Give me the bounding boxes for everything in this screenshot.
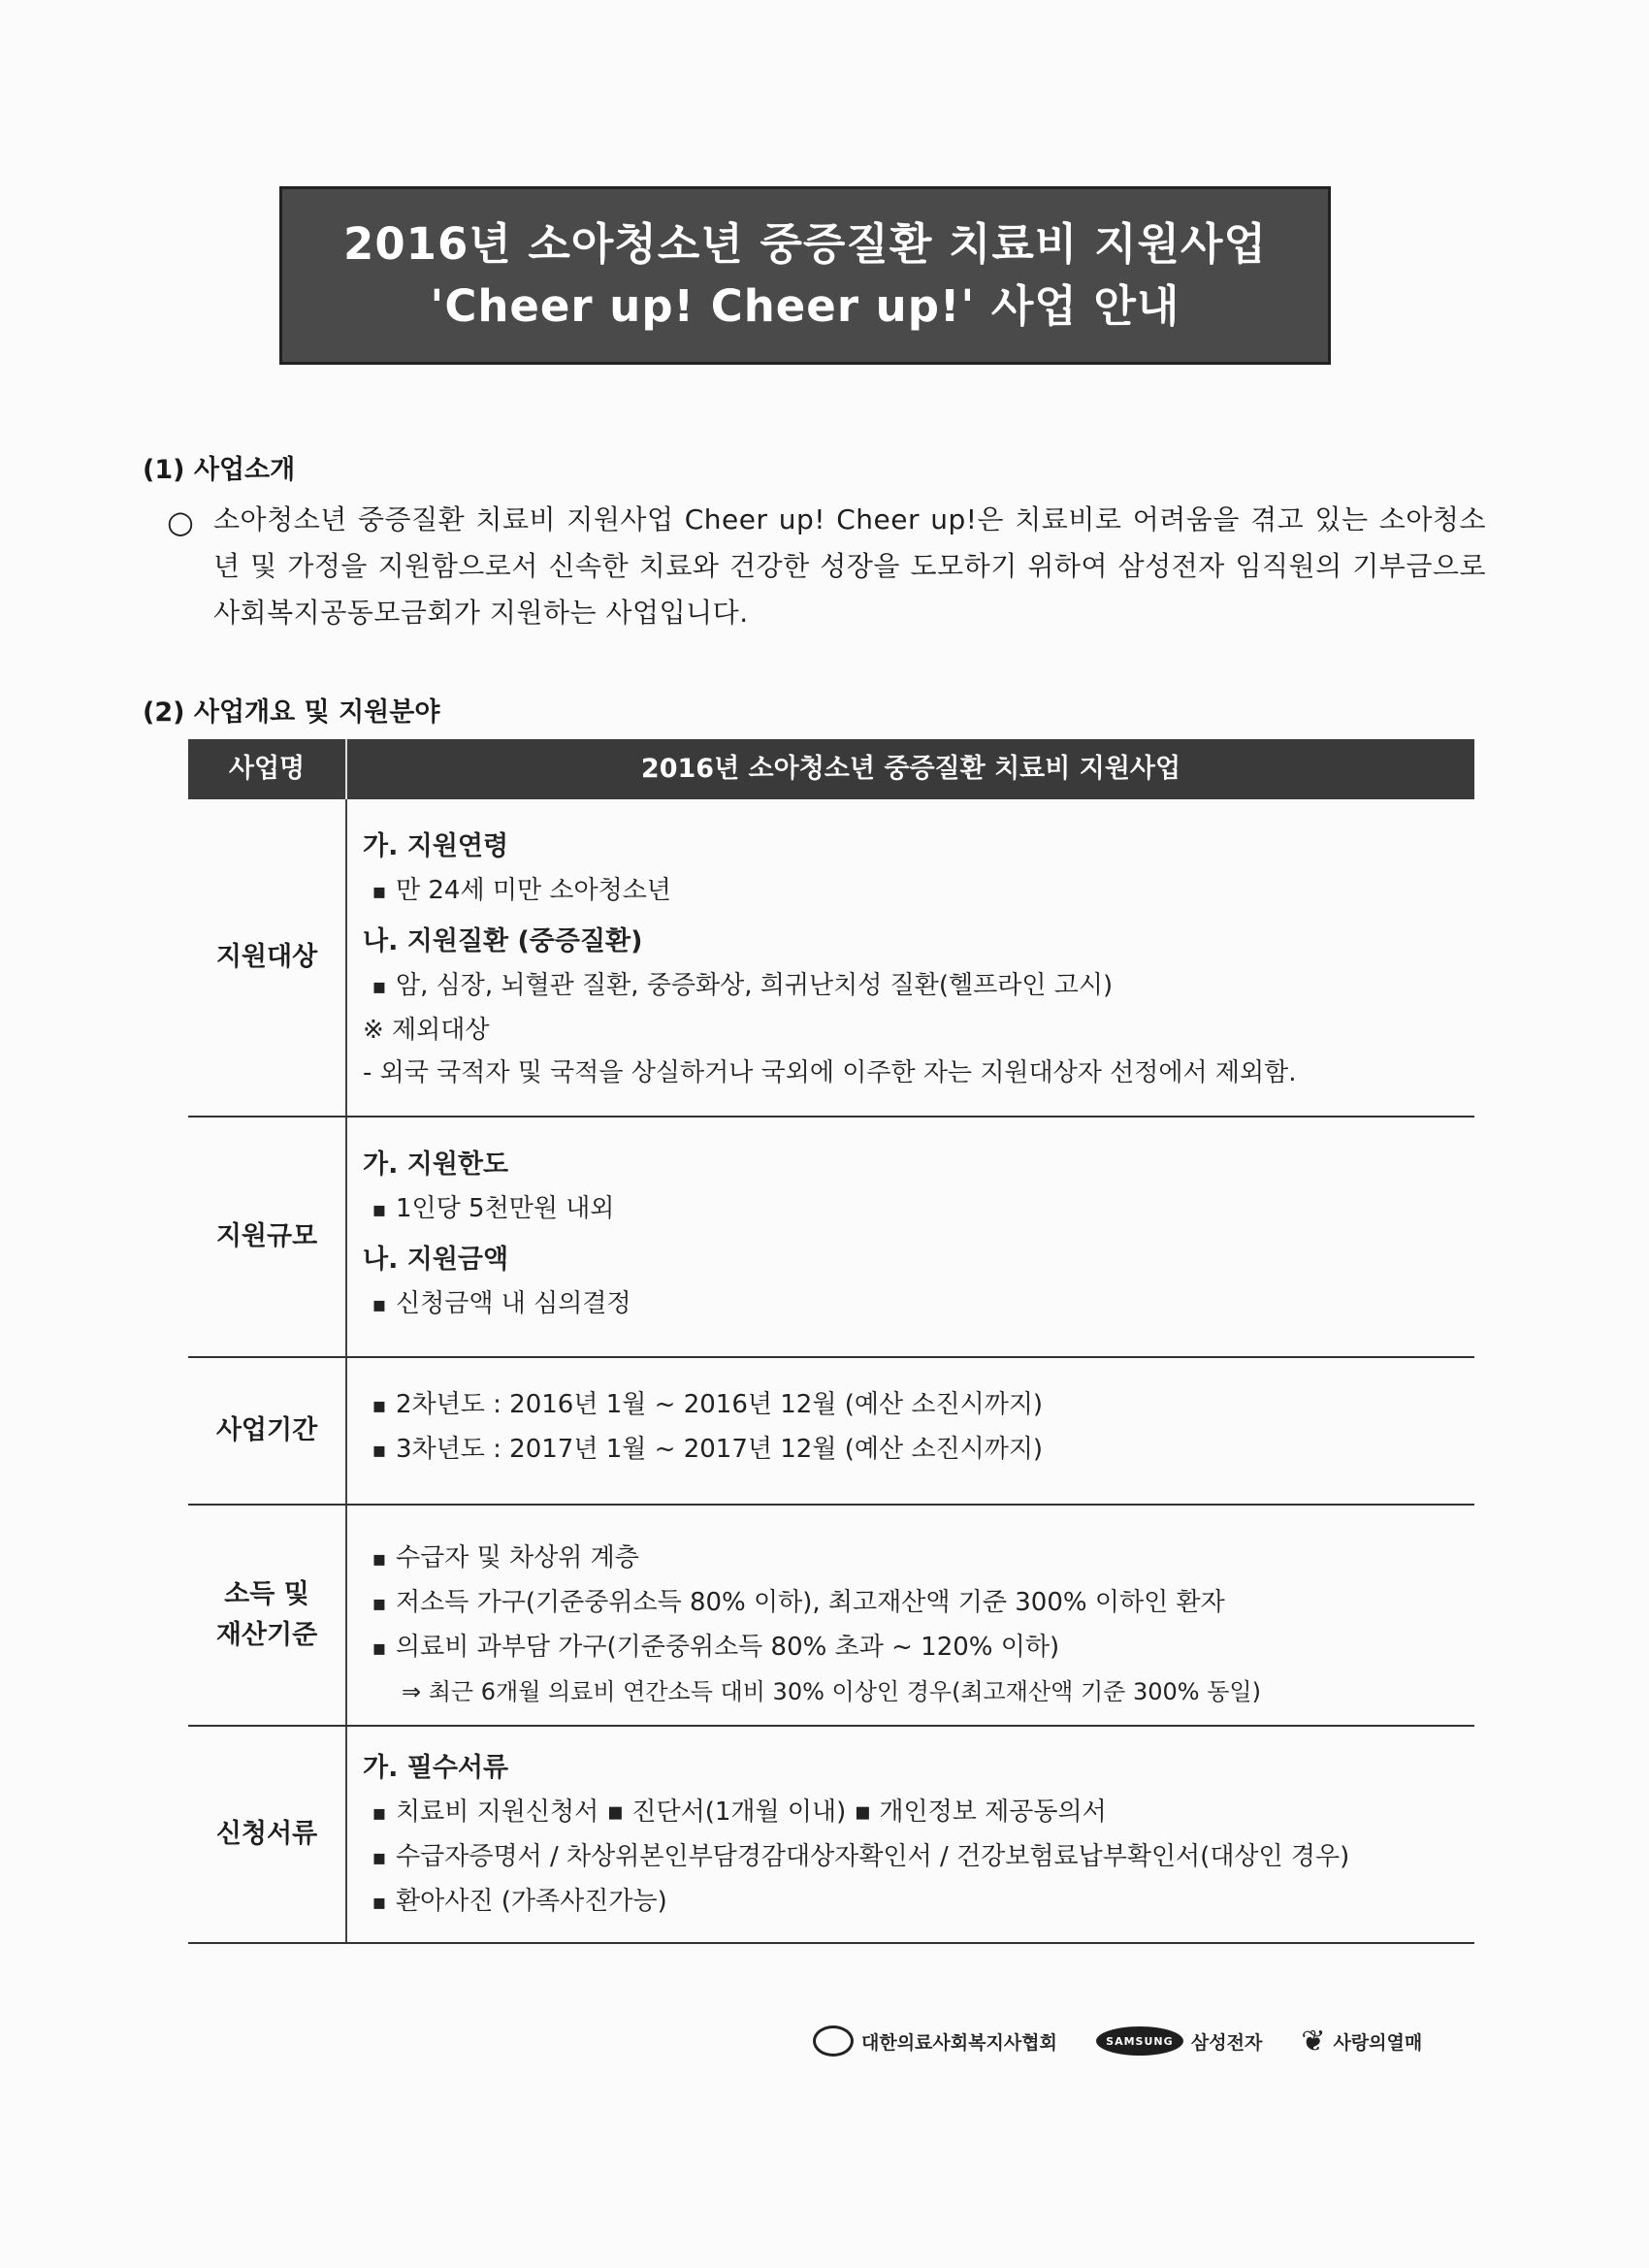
- title-line-1: 2016년 소아청소년 중증질환 치료비 지원사업: [343, 218, 1267, 270]
- row-content-scale: [347, 1118, 1474, 1356]
- list-item: ▪ 치료비 지원신청서 ▪ 진단서(1개월 이내) ▪ 개인정보 제공동의서: [363, 1791, 1474, 1835]
- list-item-detail: ⇒ 최근 6개월 의료비 연간소득 대비 30% 이상인 경우(최고재산액 기준 300% 동일): [402, 1678, 1261, 1705]
- list-item: ▪ 1인당 5천만원 내외: [363, 1187, 1474, 1232]
- table-header: [188, 739, 1474, 799]
- list-item: ▪ 암, 심장, 뇌혈관 질환, 중증화상, 희귀난치성 질환(헬프라인 고시): [363, 964, 1474, 1009]
- title-line-2: 'Cheer up! Cheer up!' 사업 안내: [430, 280, 1180, 332]
- row-label-income: [188, 1506, 347, 1725]
- logo-org3-name: 사랑의열매: [1333, 2031, 1423, 2054]
- row-label-period: 사업기간: [188, 1358, 347, 1504]
- list-item: ▪ 환아사진 (가족사진가능): [363, 1880, 1474, 1925]
- section2-heading: (2) 사업개요 및 지원분야: [143, 697, 440, 728]
- fruit-icon: ❦: [1301, 2024, 1326, 2058]
- subheading-amount: 나. 지원금액: [363, 1245, 509, 1275]
- header-label: 사업명: [188, 739, 347, 799]
- table-row-period: [188, 1358, 1474, 1506]
- row-content-target: [347, 799, 1474, 1116]
- list-item: ▪ 만 24세 미만 소아청소년: [363, 869, 1474, 914]
- sponsor-logos: [813, 2020, 1492, 2062]
- row-label-income-line2: 재산기준: [215, 1620, 318, 1650]
- header-value: 2016년 소아청소년 중증질환 치료비 지원사업: [640, 754, 1181, 784]
- logo-samsung: [1096, 2026, 1262, 2056]
- row-content-period: [347, 1358, 1474, 1504]
- subheading-disease: 나. 지원질환 (중증질환): [363, 926, 643, 956]
- samsung-logo-icon: SAMSUNG: [1096, 2026, 1183, 2056]
- exclusion-text: - 외국 국적자 및 국적을 상실하거나 국외에 이주한 자는 지원대상자 선정에서 제외함.: [363, 1058, 1297, 1087]
- table-row-scale: [188, 1118, 1474, 1358]
- intro-text: 소아청소년 중증질환 치료비 지원사업 Cheer up! Cheer up!은 치료비로 어려움을 겪고 있는 소아청소년 및 가정을 지원함으로서 신속한 치료와 건강한 성장을 도모하기 위하여 삼성전자 임직원의 기부금으로 사회복지공동모금회가 지원하는 사업입니다.: [213, 503, 1486, 629]
- table-row-target: [188, 799, 1474, 1118]
- row-content-documents: [347, 1727, 1474, 1942]
- list-item: ▪ 신청금액 내 심의결정: [363, 1282, 1474, 1327]
- logo-community-chest: [1301, 2025, 1422, 2058]
- document-title-banner: [279, 186, 1331, 365]
- logo-org1-name: 대한의료사회복지사협회: [861, 2031, 1057, 2054]
- list-item: ▪ 저소득 가구(기준중위소득 80% 이하), 최고재산액 기준 300% 이하인 환자: [363, 1581, 1474, 1626]
- circle-bullet-icon: ○: [167, 503, 194, 540]
- logo-medical-social-worker-assoc: [813, 2025, 1057, 2057]
- list-item: ▪ 수급자 및 차상위 계층: [363, 1537, 1474, 1581]
- section1-heading: (1) 사업소개: [143, 455, 296, 485]
- subheading-limit: 가. 지원한도: [363, 1150, 509, 1180]
- list-item: ▪ 수급자증명서 / 차상위본인부담경감대상자확인서 / 건강보험료납부확인서(대상인 경우): [363, 1835, 1474, 1880]
- program-overview-table: [188, 739, 1474, 1944]
- table-row-documents: [188, 1727, 1474, 1944]
- row-label-documents: 신청서류: [188, 1727, 347, 1942]
- row-content-income: [347, 1506, 1474, 1725]
- intro-paragraph: [167, 497, 1486, 636]
- logo-org2-name: 삼성전자: [1190, 2031, 1263, 2054]
- list-item: ▪ 3차년도 : 2017년 1월 ~ 2017년 12월 (예산 소진시까지): [363, 1428, 1474, 1473]
- exclusion-note: ※ 제외대상: [363, 1016, 490, 1045]
- table-row-income: [188, 1506, 1474, 1727]
- list-item: ▪ 의료비 과부담 가구(기준중위소득 80% 초과 ~ 120% 이하): [363, 1626, 1474, 1670]
- subheading-required: 가. 필수서류: [363, 1753, 509, 1783]
- subheading-age: 가. 지원연령: [363, 831, 509, 861]
- row-label-income-line1: 소득 및: [224, 1579, 309, 1609]
- row-label-scale: 지원규모: [188, 1118, 347, 1356]
- association-emblem-icon: [813, 2025, 854, 2057]
- list-item: ▪ 2차년도 : 2016년 1월 ~ 2016년 12월 (예산 소진시까지): [363, 1383, 1474, 1428]
- row-label-target: 지원대상: [188, 799, 347, 1116]
